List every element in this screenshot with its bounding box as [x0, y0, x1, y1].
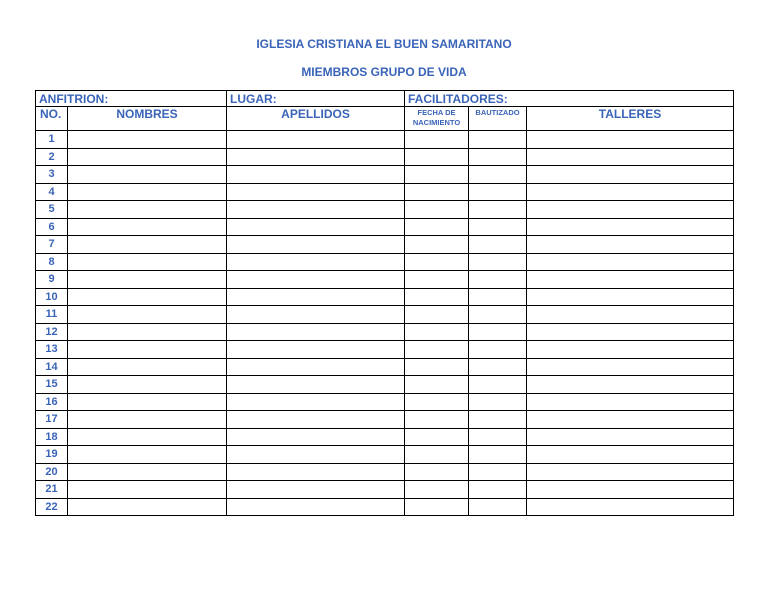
table-row	[36, 253, 734, 271]
baptized-cell[interactable]	[469, 498, 527, 516]
workshops-cell[interactable]	[527, 218, 734, 236]
workshops-cell[interactable]	[527, 481, 734, 499]
table-row	[36, 323, 734, 341]
table-row	[36, 271, 734, 289]
surnames-cell[interactable]	[227, 323, 405, 341]
table-row	[36, 376, 734, 394]
baptized-cell[interactable]	[469, 271, 527, 289]
workshops-cell[interactable]	[527, 446, 734, 464]
birth-date-cell[interactable]	[405, 498, 469, 516]
row-number: 13	[36, 341, 68, 359]
baptized-cell[interactable]	[469, 236, 527, 254]
row-number: 1	[36, 131, 68, 149]
names-cell[interactable]	[68, 271, 227, 289]
surnames-cell[interactable]	[227, 218, 405, 236]
baptized-cell[interactable]	[469, 306, 527, 324]
baptized-cell[interactable]	[469, 201, 527, 219]
names-cell[interactable]	[68, 306, 227, 324]
column-header-row	[36, 107, 734, 131]
table-row	[36, 341, 734, 359]
surnames-cell[interactable]	[227, 341, 405, 359]
names-cell[interactable]	[68, 393, 227, 411]
baptized-cell[interactable]	[469, 166, 527, 184]
row-number: 15	[36, 376, 68, 394]
birth-date-cell[interactable]	[405, 183, 469, 201]
names-cell[interactable]	[68, 236, 227, 254]
row-number: 10	[36, 288, 68, 306]
row-number: 22	[36, 498, 68, 516]
birth-date-cell[interactable]	[405, 428, 469, 446]
names-cell[interactable]	[68, 148, 227, 166]
baptized-cell[interactable]	[469, 446, 527, 464]
table-row	[36, 148, 734, 166]
table-row	[36, 463, 734, 481]
row-number: 8	[36, 253, 68, 271]
workshops-cell[interactable]	[527, 253, 734, 271]
host-field[interactable]: ANFITRION:	[36, 91, 227, 107]
workshops-cell[interactable]	[527, 463, 734, 481]
row-number: 3	[36, 166, 68, 184]
table-row	[36, 481, 734, 499]
row-number: 4	[36, 183, 68, 201]
table-row	[36, 358, 734, 376]
church-title: IGLESIA CRISTIANA EL BUEN SAMARITANO	[256, 37, 512, 51]
baptized-cell[interactable]	[469, 358, 527, 376]
row-number: 19	[36, 446, 68, 464]
baptized-cell[interactable]	[469, 183, 527, 201]
row-number: 2	[36, 148, 68, 166]
names-cell[interactable]	[68, 463, 227, 481]
birth-date-cell[interactable]	[405, 131, 469, 149]
surnames-cell[interactable]	[227, 463, 405, 481]
birth-date-cell[interactable]	[405, 148, 469, 166]
row-number: 9	[36, 271, 68, 289]
table-row	[36, 411, 734, 429]
birth-date-cell[interactable]	[405, 376, 469, 394]
surnames-cell[interactable]	[227, 498, 405, 516]
birth-date-cell[interactable]	[405, 358, 469, 376]
names-cell[interactable]	[68, 183, 227, 201]
surnames-cell[interactable]	[227, 288, 405, 306]
surnames-cell[interactable]	[227, 166, 405, 184]
form-subtitle: MIEMBROS GRUPO DE VIDA	[301, 65, 467, 79]
workshops-cell[interactable]	[527, 411, 734, 429]
table-row	[36, 166, 734, 184]
birth-date-cell[interactable]	[405, 446, 469, 464]
table-row	[36, 306, 734, 324]
row-number: 17	[36, 411, 68, 429]
names-cell[interactable]	[68, 411, 227, 429]
birth-date-cell[interactable]	[405, 271, 469, 289]
birth-date-cell[interactable]	[405, 323, 469, 341]
names-cell[interactable]	[68, 218, 227, 236]
birth-date-cell[interactable]	[405, 306, 469, 324]
table-row	[36, 131, 734, 149]
row-number: 21	[36, 481, 68, 499]
workshops-cell[interactable]	[527, 323, 734, 341]
baptized-cell[interactable]	[469, 253, 527, 271]
surnames-cell[interactable]	[227, 236, 405, 254]
info-row	[36, 91, 734, 107]
birth-date-cell[interactable]	[405, 166, 469, 184]
surnames-cell[interactable]	[227, 446, 405, 464]
table-row	[36, 498, 734, 516]
workshops-cell[interactable]	[527, 358, 734, 376]
workshops-cell[interactable]	[527, 166, 734, 184]
place-field[interactable]: LUGAR:	[227, 91, 405, 107]
names-cell[interactable]	[68, 358, 227, 376]
names-cell[interactable]	[68, 481, 227, 499]
baptized-cell[interactable]	[469, 481, 527, 499]
birth-date-cell[interactable]	[405, 411, 469, 429]
row-number: 12	[36, 323, 68, 341]
names-cell[interactable]	[68, 288, 227, 306]
row-number: 20	[36, 463, 68, 481]
surnames-cell[interactable]	[227, 428, 405, 446]
birth-date-cell[interactable]	[405, 341, 469, 359]
surnames-cell[interactable]	[227, 393, 405, 411]
birth-date-cell[interactable]	[405, 253, 469, 271]
surnames-cell[interactable]	[227, 253, 405, 271]
baptized-cell[interactable]	[469, 131, 527, 149]
surnames-cell[interactable]	[227, 183, 405, 201]
names-cell[interactable]	[68, 376, 227, 394]
workshops-cell[interactable]	[527, 393, 734, 411]
names-cell[interactable]	[68, 166, 227, 184]
workshops-cell[interactable]	[527, 306, 734, 324]
names-cell[interactable]	[68, 446, 227, 464]
birth-date-cell[interactable]	[405, 463, 469, 481]
facilitators-field[interactable]: FACILITADORES:	[405, 91, 734, 107]
baptized-cell[interactable]	[469, 218, 527, 236]
table-row	[36, 201, 734, 219]
col-header-no: NO.	[36, 107, 68, 131]
workshops-cell[interactable]	[527, 236, 734, 254]
baptized-cell[interactable]	[469, 393, 527, 411]
row-number: 5	[36, 201, 68, 219]
birth-date-cell[interactable]	[405, 481, 469, 499]
baptized-cell[interactable]	[469, 428, 527, 446]
surnames-cell[interactable]	[227, 271, 405, 289]
birth-date-cell[interactable]	[405, 236, 469, 254]
names-cell[interactable]	[68, 253, 227, 271]
surnames-cell[interactable]	[227, 131, 405, 149]
workshops-cell[interactable]	[527, 183, 734, 201]
col-header-baptized: BAUTIZADO	[469, 107, 527, 131]
birth-date-cell[interactable]	[405, 288, 469, 306]
workshops-cell[interactable]	[527, 376, 734, 394]
names-cell[interactable]	[68, 498, 227, 516]
table-row	[36, 393, 734, 411]
col-header-surnames: APELLIDOS	[227, 107, 405, 131]
table-row	[36, 446, 734, 464]
table-row	[36, 183, 734, 201]
members-table	[35, 90, 734, 516]
col-header-names: NOMBRES	[68, 107, 227, 131]
workshops-cell[interactable]	[527, 271, 734, 289]
baptized-cell[interactable]	[469, 463, 527, 481]
workshops-cell[interactable]	[527, 148, 734, 166]
col-header-workshops: TALLERES	[527, 107, 734, 131]
row-number: 6	[36, 218, 68, 236]
row-number: 7	[36, 236, 68, 254]
baptized-cell[interactable]	[469, 411, 527, 429]
baptized-cell[interactable]	[469, 341, 527, 359]
workshops-cell[interactable]	[527, 288, 734, 306]
row-number: 14	[36, 358, 68, 376]
birth-date-cell[interactable]	[405, 393, 469, 411]
row-number: 11	[36, 306, 68, 324]
workshops-cell[interactable]	[527, 201, 734, 219]
surnames-cell[interactable]	[227, 481, 405, 499]
birth-date-cell[interactable]	[405, 218, 469, 236]
workshops-cell[interactable]	[527, 498, 734, 516]
baptized-cell[interactable]	[469, 288, 527, 306]
workshops-cell[interactable]	[527, 341, 734, 359]
names-cell[interactable]	[68, 201, 227, 219]
workshops-cell[interactable]	[527, 131, 734, 149]
workshops-cell[interactable]	[527, 428, 734, 446]
baptized-cell[interactable]	[469, 148, 527, 166]
names-cell[interactable]	[68, 428, 227, 446]
table-row	[36, 288, 734, 306]
table-row	[36, 218, 734, 236]
baptized-cell[interactable]	[469, 323, 527, 341]
table-row	[36, 236, 734, 254]
table-row	[36, 428, 734, 446]
surnames-cell[interactable]	[227, 411, 405, 429]
col-header-birth-date: FECHA DE NACIMIENTO	[405, 107, 469, 131]
names-cell[interactable]	[68, 131, 227, 149]
names-cell[interactable]	[68, 341, 227, 359]
surnames-cell[interactable]	[227, 148, 405, 166]
baptized-cell[interactable]	[469, 376, 527, 394]
surnames-cell[interactable]	[227, 306, 405, 324]
birth-date-cell[interactable]	[405, 201, 469, 219]
row-number: 18	[36, 428, 68, 446]
row-number: 16	[36, 393, 68, 411]
surnames-cell[interactable]	[227, 358, 405, 376]
names-cell[interactable]	[68, 323, 227, 341]
surnames-cell[interactable]	[227, 201, 405, 219]
surnames-cell[interactable]	[227, 376, 405, 394]
